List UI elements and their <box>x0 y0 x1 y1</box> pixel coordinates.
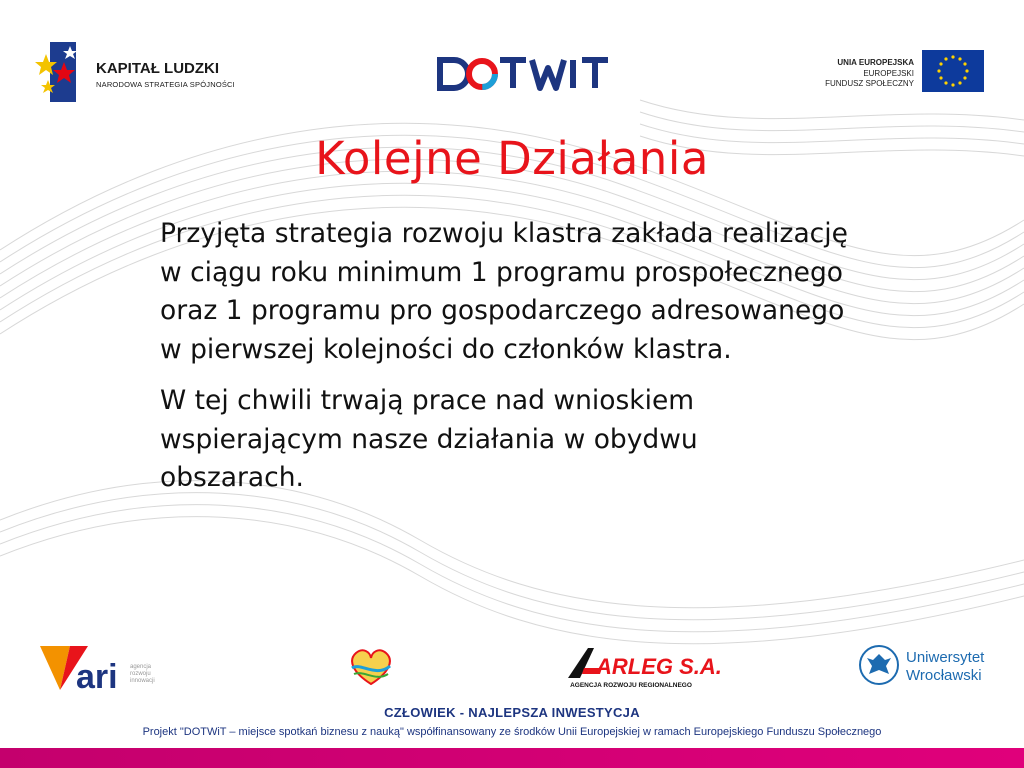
svg-text:ari: ari <box>76 658 118 696</box>
eu-flag-icon <box>922 50 984 92</box>
eu-line-1: UNIA EUROPEJSKA <box>837 58 914 67</box>
ari-logo-mark-icon <box>40 644 130 694</box>
kapital-ludzki-subtitle: NARODOWA STRATEGIA SPÓJNOŚCI <box>96 80 235 89</box>
ari-logo <box>40 644 175 694</box>
bottom-bar <box>0 748 1024 768</box>
uwr-line: Wrocławski <box>906 667 982 684</box>
footer-slogan: CZŁOWIEK - NAJLEPSZA INWESTYCJA <box>384 705 640 720</box>
uwr-line: Uniwersytet <box>906 649 985 666</box>
ari-sub-line: rozwoju <box>130 671 151 677</box>
dotwit-logo <box>436 52 621 92</box>
body-paragraph: Przyjęta strategia rozwoju klastra zakłada realizację w ciągu roku minimum 1 programu prospołecznego oraz 1 programu pro gospodarczego adresowanego w pierwszej kolejności do członków klastra. <box>160 218 848 365</box>
uwr-logo <box>858 644 993 692</box>
cluster-heart-logo-icon <box>346 644 396 690</box>
arleg-logo-mark-icon <box>566 644 722 682</box>
eu-line-2: EUROPEJSKI <box>863 69 914 78</box>
eu-line-3: FUNDUSZ SPOŁECZNY <box>825 79 914 88</box>
ari-sub-line: agencja <box>130 664 152 670</box>
svg-text:ARLEG S.A.: ARLEG S.A. <box>596 654 722 679</box>
arleg-subtitle: AGENCJA ROZWOJU REGIONALNEGO <box>570 682 692 689</box>
uwr-name <box>906 649 984 685</box>
kapital-ludzki-logo <box>40 40 250 104</box>
slide-body <box>160 215 850 498</box>
uwr-eagle-icon <box>858 644 900 686</box>
body-paragraph: W tej chwili trwają prace nad wnioskiem wspierającym nasze działania w obydwu obszarach. <box>160 385 698 493</box>
ari-subtitle <box>130 664 155 685</box>
arleg-logo <box>566 644 722 694</box>
ari-sub-line: innowacji <box>130 678 155 684</box>
footer-project-text: Projekt "DOTWiT – miejsce spotkań biznesu z nauką" współfinansowany ze środków Unii Europejskiej w ramach Europejskiego Funduszu Społecznego <box>142 726 882 738</box>
eu-logo <box>800 48 990 94</box>
slide-title: Kolejne Działania <box>315 132 709 185</box>
kapital-ludzki-name: KAPITAŁ LUDZKI <box>96 60 220 77</box>
kapital-ludzki-emblem-icon <box>40 40 92 104</box>
